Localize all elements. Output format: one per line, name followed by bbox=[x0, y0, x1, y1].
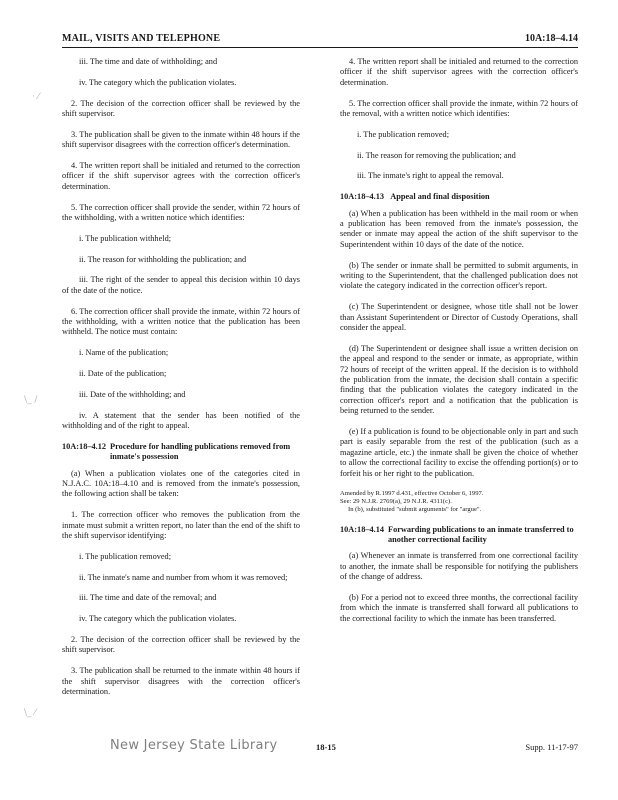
paragraph: (c) The Superintendent or designee, whose title shall not be lower than Assistant Superintendent or Director of Custody Operations, shall consider the appeal. bbox=[340, 302, 578, 333]
list-item: iv. The category which the publication violates. bbox=[79, 77, 237, 87]
section-title: Forwarding publications to an inmate transferred to another correctional facility bbox=[388, 524, 574, 544]
paragraph: 4. The written report shall be initialed and returned to the correction officer if the shift supervisor agrees with the correction officer's determination. bbox=[340, 57, 578, 87]
list-item: iii. The inmate's right to appeal the removal. bbox=[357, 171, 504, 181]
section-heading-4-14 bbox=[340, 525, 578, 546]
scan-mark: \_ ⁄ bbox=[24, 708, 36, 718]
list-item: iii. The right of the sender to appeal this decision within 10 days of the date of the notice. bbox=[62, 275, 300, 295]
running-header bbox=[62, 32, 578, 48]
section-number: 10A:18–4.13 bbox=[340, 192, 385, 202]
paragraph: 6. The correction officer shall provide the inmate, within 72 hours of the withholding, with a written notice that the publication has been withheld. The notice must contain: bbox=[62, 306, 300, 337]
list-item: i. The publication removed; bbox=[79, 551, 172, 561]
amendment-note bbox=[340, 490, 578, 515]
paragraph: 5. The correction officer shall provide the sender, within 72 hours of the withholding, with a written notice which identifies: bbox=[62, 202, 300, 223]
section-title: Appeal and final disposition bbox=[390, 192, 490, 202]
header-chapter-title: MAIL, VISITS AND TELEPHONE bbox=[62, 33, 221, 44]
section-heading-4-12 bbox=[62, 442, 300, 463]
section-number: 10A:18–4.12 bbox=[62, 441, 107, 451]
supplement-date: Supp. 11-17-97 bbox=[525, 742, 578, 752]
paragraph: (d) The Superintendent or designee shall issue a written decision on the appeal and respond to the sender or inmate, as appropriate, within 72 hours of receipt of the written appeal. If the decision is to withhold the publication from the inmate, the decision shall contain a specific finding that the publication violates the category indicated in the correction officer's report and a notification that the publication is being returned to the sender. bbox=[340, 343, 578, 416]
page-number: 18-15 bbox=[316, 742, 336, 752]
section-number: 10A:18–4.14 bbox=[340, 524, 385, 534]
header-section-range: 10A:18–4.14 bbox=[524, 33, 578, 44]
paragraph: (e) If a publication is found to be objectionable only in part and such part is easily separable from the rest of the publication (such as a magazine article, etc.) the inmate shall be given the choice of whether to allow the correctional facility to excise the offending portion(s) or to forfeit his or her right to the publication. bbox=[340, 427, 578, 478]
paragraph: 5. The correction officer shall provide the inmate, within 72 hours of the removal, with a written notice which identifies: bbox=[340, 98, 578, 119]
list-item: iii. Date of the withholding; and bbox=[79, 389, 186, 399]
section-heading-4-13 bbox=[340, 192, 578, 202]
paragraph: 4. The written report shall be initialed and returned to the correction officer if the shift supervisor agrees with the correction officer's determination. bbox=[62, 161, 300, 191]
library-stamp: New Jersey State Library bbox=[110, 738, 278, 753]
amendment-line: Amended by R.1997 d.431, effective October 6, 1997. bbox=[340, 489, 484, 497]
left-column bbox=[62, 57, 300, 708]
paragraph: 3. The publication shall be given to the inmate within 48 hours if the shift supervisor disagrees with the correction officer's determination. bbox=[62, 129, 300, 150]
list-item: iv. The category which the publication violates. bbox=[79, 614, 237, 624]
list-item: ii. The reason for withholding the publication; and bbox=[79, 254, 247, 264]
section-title: Procedure for handling publications removed from inmate's possession bbox=[110, 441, 291, 462]
page-footer bbox=[62, 738, 578, 758]
list-item: ii. Date of the publication; bbox=[79, 369, 167, 379]
paragraph: 1. The correction officer who removes the publication from the inmate must submit a written report, no later than the end of the shift to the shift supervisor identifying: bbox=[62, 510, 300, 541]
scan-mark: \_ / bbox=[24, 395, 38, 405]
scan-mark: · ⁄ bbox=[32, 92, 40, 102]
list-item: iv. A statement that the sender has been notified of the withholding and of the right to appeal. bbox=[62, 410, 300, 431]
right-column bbox=[340, 57, 578, 635]
paragraph: (a) When a publication has been withheld in the mail room or when a publication has been removed from the inmate's possession, the sender or inmate may appeal the action of the shift supervisor to the Superintendent within 10 days of the date of the notice. bbox=[340, 208, 578, 249]
list-item: i. Name of the publication; bbox=[79, 348, 169, 358]
amendment-line: See: 29 N.J.R. 2769(a), 29 N.J.R. 4311(c). bbox=[340, 497, 452, 505]
paragraph: (b) For a period not to exceed three months, the correctional facility from which the inmate is transferred shall forward all publications to the correctional facility to which the inmate has been transferred. bbox=[340, 592, 578, 623]
paragraph: (a) When a publication violates one of the categories cited in N.J.A.C. 10A:18–4.10 and is removed from the inmate's possession, the following action shall be taken: bbox=[62, 468, 300, 499]
list-item: ii. The inmate's name and number from whom it was removed; bbox=[79, 572, 288, 582]
list-item: ii. The reason for removing the publication; and bbox=[357, 150, 516, 160]
list-item: iii. The time and date of the removal; and bbox=[79, 593, 217, 603]
paragraph: 3. The publication shall be returned to the inmate within 48 hours if the shift supervisor disagrees with the correction officer's determination. bbox=[62, 666, 300, 697]
amendment-line: In (b), substituted "submit arguments" for "argue". bbox=[348, 505, 482, 513]
list-item: i. The publication removed; bbox=[357, 129, 450, 139]
paragraph: (b) The sender or inmate shall be permitted to submit arguments, in writing to the Superintendent, that the challenged publication does not violate the category indicated in the correction officer's report. bbox=[340, 260, 578, 291]
list-item: i. The publication withheld; bbox=[79, 233, 172, 243]
paragraph: 2. The decision of the correction officer shall be reviewed by the shift supervisor. bbox=[62, 635, 300, 655]
paragraph: 2. The decision of the correction officer shall be reviewed by the shift supervisor. bbox=[62, 98, 300, 118]
list-item: iii. The time and date of withholding; and bbox=[79, 57, 218, 66]
paragraph: (a) Whenever an inmate is transferred from one correctional facility to another, the inmate shall be responsible for notifying the publishers of the change of address. bbox=[340, 551, 578, 582]
